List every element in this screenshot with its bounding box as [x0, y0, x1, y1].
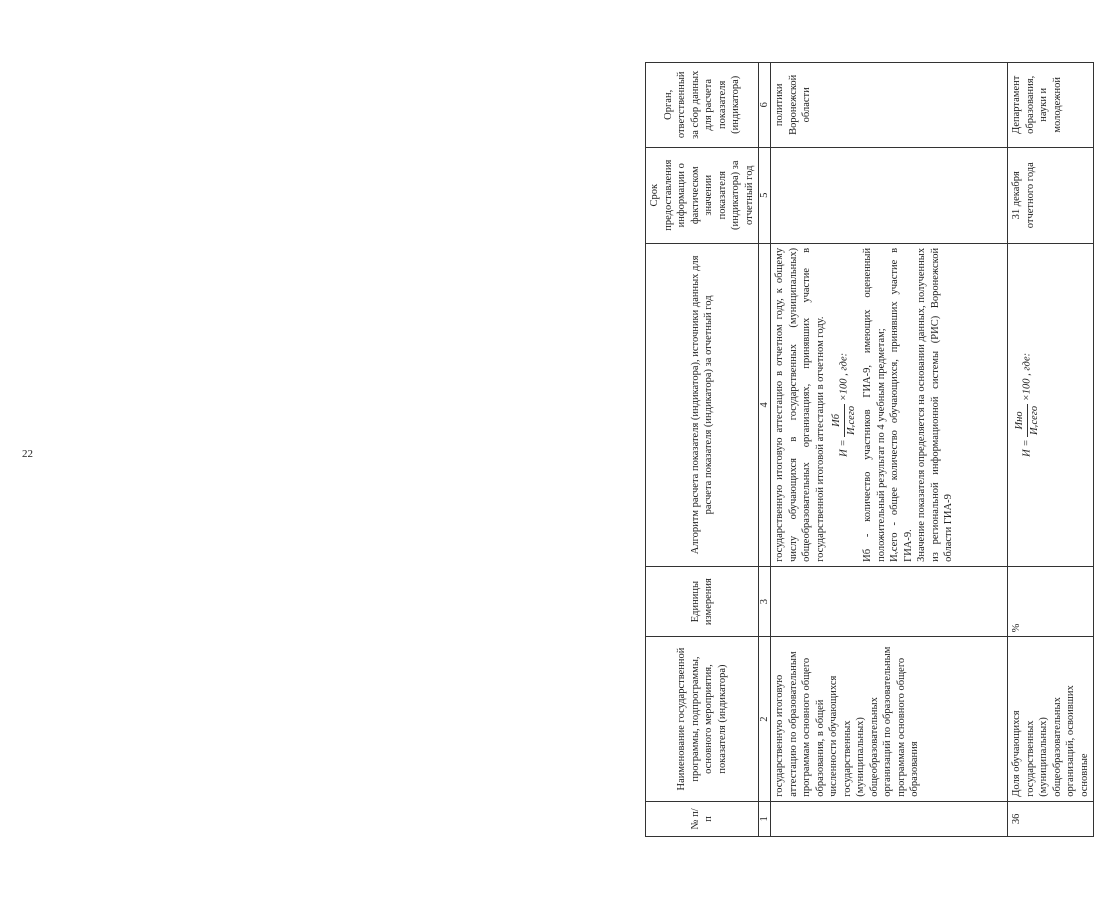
col-number: 5	[759, 147, 771, 243]
formula-denominator: Иᵥсего	[1028, 405, 1040, 435]
indicator-name: государственную итоговую аттестацию по образовательным программам основного общего образования, в общей численности обучающихся государственных (муниципальных) общеобразовательных организаций по образовательным программам основного общего образования	[771, 637, 1008, 801]
column-number-row	[759, 63, 771, 837]
indicator-org: политики Воронежской области	[771, 63, 1008, 148]
header-term: Срок предоставления информации о фактическом значении показателя (индикатора) за отчетный год	[646, 147, 759, 243]
table-row	[771, 63, 1008, 837]
row-num: 36	[1008, 801, 1094, 836]
header-name: Наименование государственной программы, подпрограммы, основного мероприятия, показателя (индикатора)	[646, 637, 759, 801]
formula-denominator: Иᵥсего	[845, 405, 857, 435]
indicator-algorithm	[771, 243, 1008, 566]
row-num	[771, 801, 1008, 836]
col-number: 4	[759, 243, 771, 566]
indicator-org: Департамент образования, науки и молодежной	[1008, 63, 1094, 148]
page-number: 22	[22, 448, 33, 460]
col-number: 1	[759, 801, 771, 836]
header-unit: Единицы измерения	[646, 566, 759, 636]
definition-1: Иб - количество участников ГИА-9, имеющих оцененный положительный результат по 4 учебным предметам;	[862, 247, 887, 562]
formula-numerator: Инo	[1013, 404, 1028, 437]
definition-2: Иᵥсего - общее количество обучающихся, принявших участие в ГИА-9.	[889, 247, 914, 562]
formula-numerator: Иб	[830, 404, 845, 437]
indicator-algorithm	[1008, 243, 1094, 566]
col-number: 3	[759, 566, 771, 636]
col-number: 6	[759, 63, 771, 148]
indicator-unit	[771, 566, 1008, 636]
indicator-term: 31 декабря отчетного года	[1008, 147, 1094, 243]
indicator-table	[645, 62, 1094, 837]
header-algorithm: Алгоритм расчета показателя (индикатора), источники данных для расчета показателя (индикатора) за отчетный год	[646, 243, 759, 566]
header-org: Орган, ответственный за сбор данных для расчета показателя (индикатора)	[646, 63, 759, 148]
table-row	[1008, 63, 1094, 837]
indicator-term	[771, 147, 1008, 243]
algorithm-intro: государственную итоговую аттестацию в отчетном году, к общему числу обучающихся в государственных (муниципальных) общеобразовательных организациях, принявших участие в государственной итоговой аттестации в отчетном году.	[774, 247, 826, 562]
formula: И = Иб Иᵥсего ×100 , где:	[831, 352, 857, 457]
indicator-name: Доля обучающихся государственных (муниципальных) общеобразовательных организаций, освоивших основные	[1008, 637, 1094, 801]
definition-3: Значение показателя определяется на основании данных, полученных из региональной информационной системы (РИС) Воронежской области ГИА-9	[916, 247, 954, 562]
rotated-table-container	[645, 62, 1090, 837]
header-row	[646, 63, 759, 837]
col-number: 2	[759, 637, 771, 801]
indicator-unit: %	[1008, 566, 1094, 636]
header-num: № п/п	[646, 801, 759, 836]
formula: И = Инo Иᵥсего ×100 , где:	[1014, 352, 1040, 457]
